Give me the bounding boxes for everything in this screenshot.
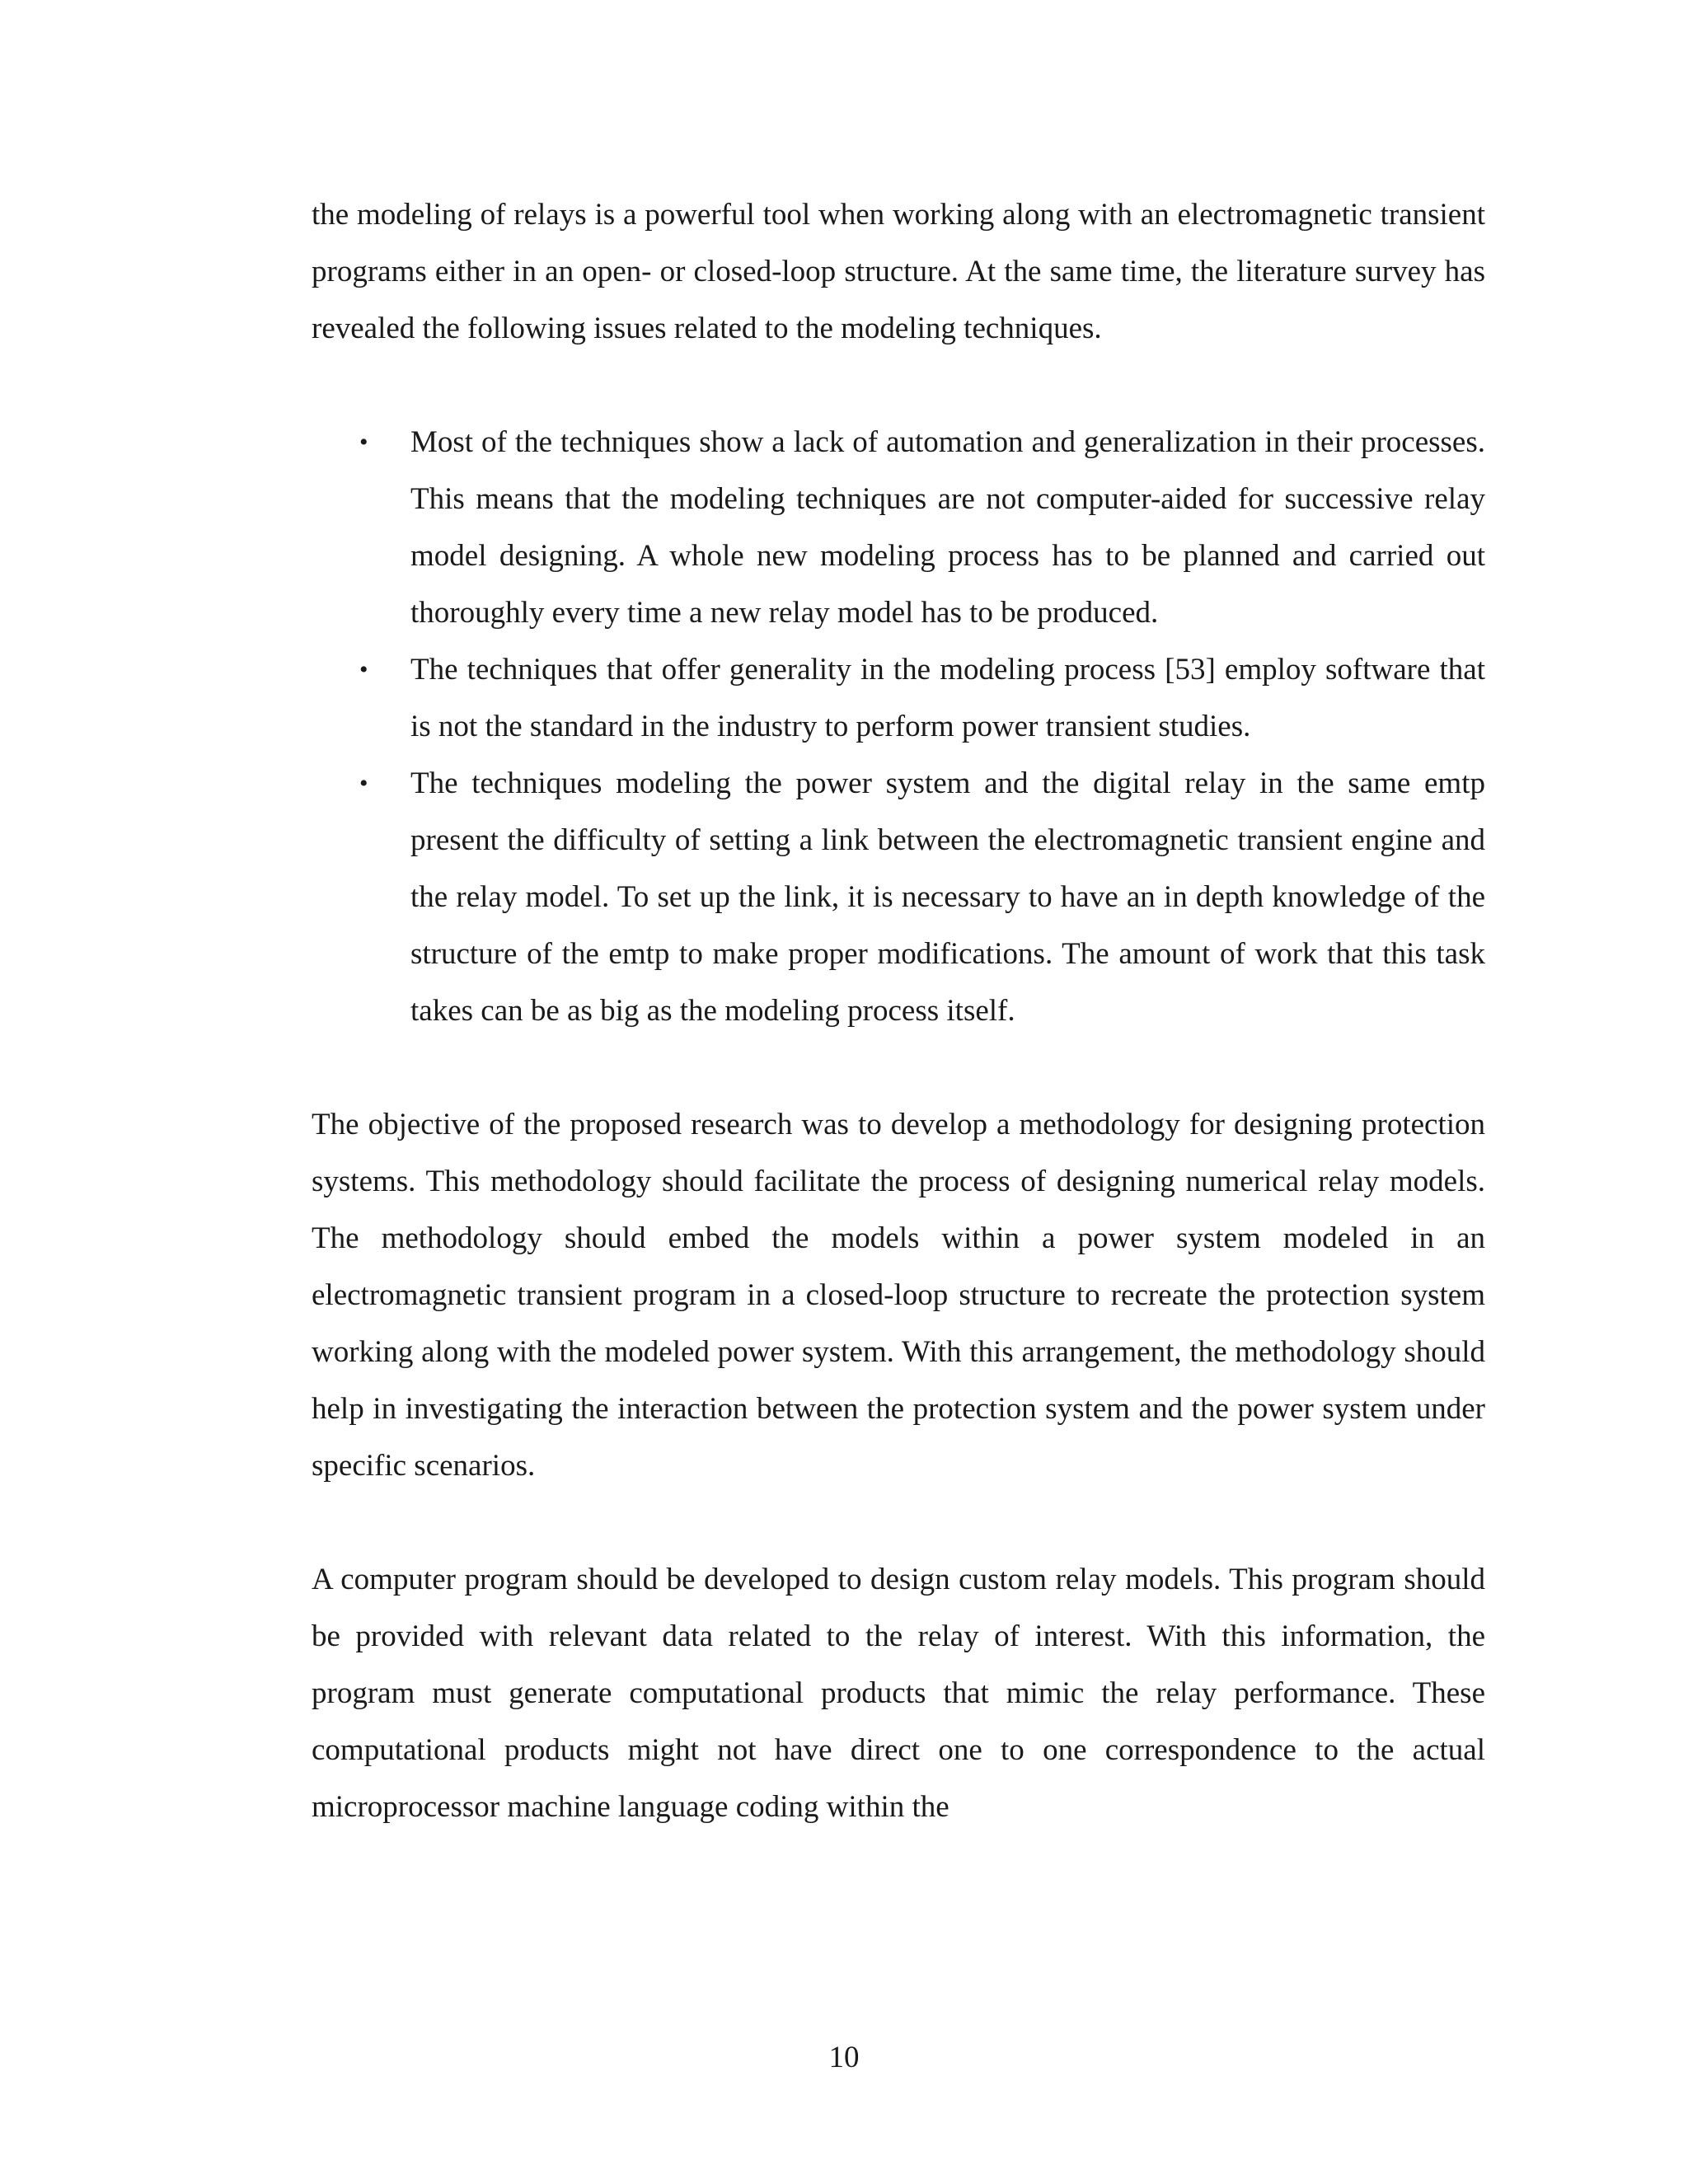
intro-paragraph: the modeling of relays is a powerful tool when working along with an electromagnetic transient programs either in an open- or closed-loop structure. At the same time, the literature survey has revealed the following issues related to the modeling techniques. xyxy=(312,198,1485,345)
bullet-text: The techniques modeling the power system and the digital relay in the same emtp present the difficulty of setting a link between the electromagnetic transient engine and the relay model. To set up the link, it is necessary to have an in depth knowledge of the structure of the emtp to make proper modifications. The amount of work that this task takes can be as big as the modeling process itself. xyxy=(410,766,1485,1028)
bullet-item-emtp-link xyxy=(312,755,1485,1039)
paragraph-spacer xyxy=(312,357,1485,414)
page-number: 10 xyxy=(828,2041,860,2074)
paragraph-spacer xyxy=(312,1039,1485,1096)
bullet-item-generality xyxy=(312,641,1485,755)
paragraph-spacer xyxy=(312,1494,1485,1551)
bullet-icon: • xyxy=(359,770,368,797)
bullet-icon: • xyxy=(359,656,368,683)
issues-bullet-list xyxy=(312,414,1485,1039)
bullet-icon: • xyxy=(359,429,368,456)
bullet-text: Most of the techniques show a lack of automation and generalization in their processes. This means that the modeling techniques are not computer-aided for successive relay model designing. A whole new modeling process has to be planned and carried out thoroughly every time a new relay model has to be produced. xyxy=(410,425,1485,630)
bullet-text: The techniques that offer generality in the modeling process [53] employ software that is not the standard in the industry to perform power transient studies. xyxy=(410,653,1485,743)
page-body xyxy=(312,186,1485,1835)
objective-paragraph: The objective of the proposed research was to develop a methodology for designing protection systems. This methodology should facilitate the process of designing numerical relay models. The methodology should embed the models within a power system modeled in an electromagnetic transient program in a closed-loop structure to recreate the protection system working along with the modeled power system. With this arrangement, the methodology should help in investigating the interaction between the protection system and the power system under specific scenarios. xyxy=(312,1108,1485,1483)
program-paragraph: A computer program should be developed to design custom relay models. This program should be provided with relevant data related to the relay of interest. With this information, the program must generate computational products that mimic the relay performance. These computational products might not have direct one to one correspondence to the actual microprocessor machine language coding within the xyxy=(312,1563,1485,1824)
bullet-item-automation xyxy=(312,414,1485,641)
